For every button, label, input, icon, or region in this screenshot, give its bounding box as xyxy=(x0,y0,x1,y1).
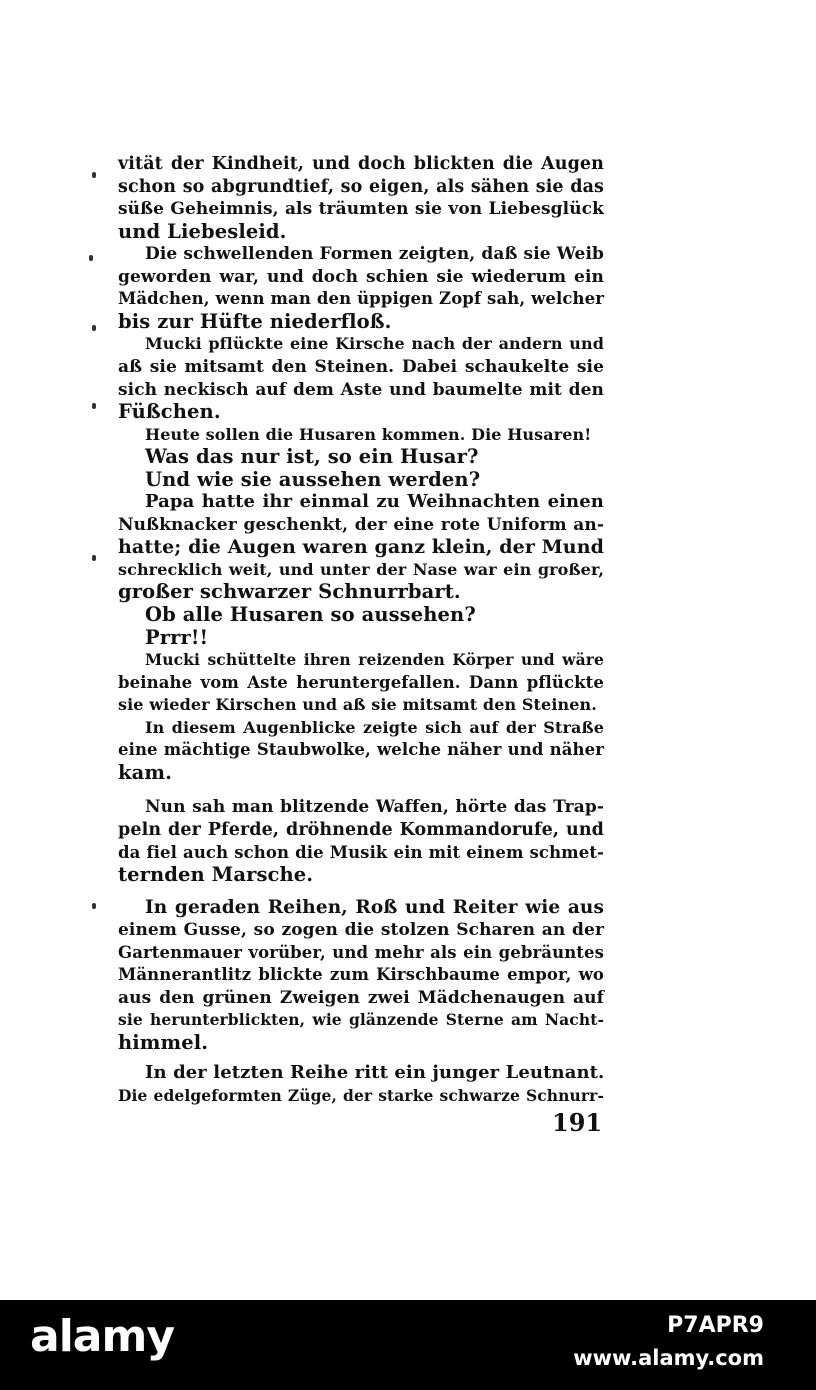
text-line: Gartenmauer vorüber, und mehr als ein gebräuntes xyxy=(118,942,604,962)
text-line: Die schwellenden Formen zeigten, daß sie Weib xyxy=(145,244,604,265)
text-line: In der letzten Reihe ritt ein junger Leutnant. xyxy=(145,1062,605,1084)
text-line: kam. xyxy=(118,760,172,784)
margin-mark xyxy=(92,325,96,331)
text-line: Und wie sie aussehen werden? xyxy=(145,467,481,491)
margin-mark xyxy=(92,555,96,561)
text-line: großer schwarzer Schnurrbart. xyxy=(118,580,461,604)
watermark-logo: alamy xyxy=(30,1311,174,1362)
margin-mark xyxy=(92,172,96,178)
text-line: aß sie mitsamt den Steinen. Dabei schaukelte sie xyxy=(118,356,604,377)
text-line: bis zur Hüfte niederfloß. xyxy=(118,309,392,333)
text-line: Prrr!! xyxy=(145,625,209,649)
text-line: sie herunterblickten, wie glänzende Sterne am Nacht- xyxy=(118,1010,604,1030)
text-line: eine mächtige Staubwolke, welche näher und näher xyxy=(118,740,604,760)
text-line: da fiel auch schon die Musik ein mit einem schmet- xyxy=(118,842,604,862)
watermark-url: www.alamy.com xyxy=(573,1346,764,1370)
text-line: Mädchen, wenn man den üppigen Zopf sah, welcher xyxy=(118,289,604,309)
text-line: In diesem Augenblicke zeigte sich auf der Straße xyxy=(145,717,604,737)
text-line: Mucki schüttelte ihren reizenden Körper und wäre xyxy=(145,650,604,670)
margin-mark xyxy=(92,403,96,409)
text-line: schon so abgrundtief, so eigen, als sähen sie das xyxy=(118,176,604,197)
text-line: In geraden Reihen, Roß und Reiter wie aus xyxy=(145,896,604,918)
text-line: Papa hatte ihr einmal zu Weihnachten einen xyxy=(145,491,604,513)
text-line: Ob alle Husaren so aussehen? xyxy=(145,603,476,626)
text-line: Männerantlitz blickte zum Kirschbaume empor, wo xyxy=(118,965,604,985)
margin-mark xyxy=(92,903,96,909)
text-line: peln der Pferde, dröhnende Kommandorufe, und xyxy=(118,819,604,840)
text-line: aus den grünen Zweigen zwei Mädchenaugen auf xyxy=(118,987,604,1008)
page-number: 191 xyxy=(552,1108,603,1137)
watermark-image-id: P7APR9 xyxy=(667,1313,764,1338)
text-line: sich neckisch auf dem Aste und baumelte mit den xyxy=(118,379,604,400)
text-line: einem Gusse, so zogen die stolzen Scharen an der xyxy=(118,920,604,941)
text-line: beinahe vom Aste heruntergefallen. Dann pflückte xyxy=(118,672,604,692)
text-line: Mucki pflückte eine Kirsche nach der andern und xyxy=(145,334,604,354)
text-line: vität der Kindheit, und doch blickten die Augen xyxy=(118,154,604,174)
text-line: und Liebesleid. xyxy=(118,219,287,243)
text-line: Füßchen. xyxy=(118,400,221,424)
text-line: Was das nur ist, so ein Husar? xyxy=(145,445,479,469)
text-line: Heute sollen die Husaren kommen. Die Husaren! xyxy=(145,424,592,444)
margin-mark xyxy=(89,255,93,261)
text-line: ternden Marsche. xyxy=(118,863,314,887)
text-line: sie wieder Kirschen und aß sie mitsamt den Steinen. xyxy=(118,695,597,715)
text-line: geworden war, und doch schien sie wiederum ein xyxy=(118,266,604,287)
text-line: himmel. xyxy=(118,1030,209,1054)
text-line: Die edelgeformten Züge, der starke schwarze Schnurr- xyxy=(118,1086,604,1105)
text-line: hatte; die Augen waren ganz klein, der Mund xyxy=(118,536,604,559)
text-line: Nun sah man blitzende Waffen, hörte das Trap- xyxy=(145,797,604,818)
text-line: Nußknacker geschenkt, der eine rote Uniform an- xyxy=(118,514,604,535)
text-line: schrecklich weit, und unter der Nase war ein großer, xyxy=(118,559,604,579)
text-line: süße Geheimnis, als träumten sie von Liebesglück xyxy=(118,199,604,220)
